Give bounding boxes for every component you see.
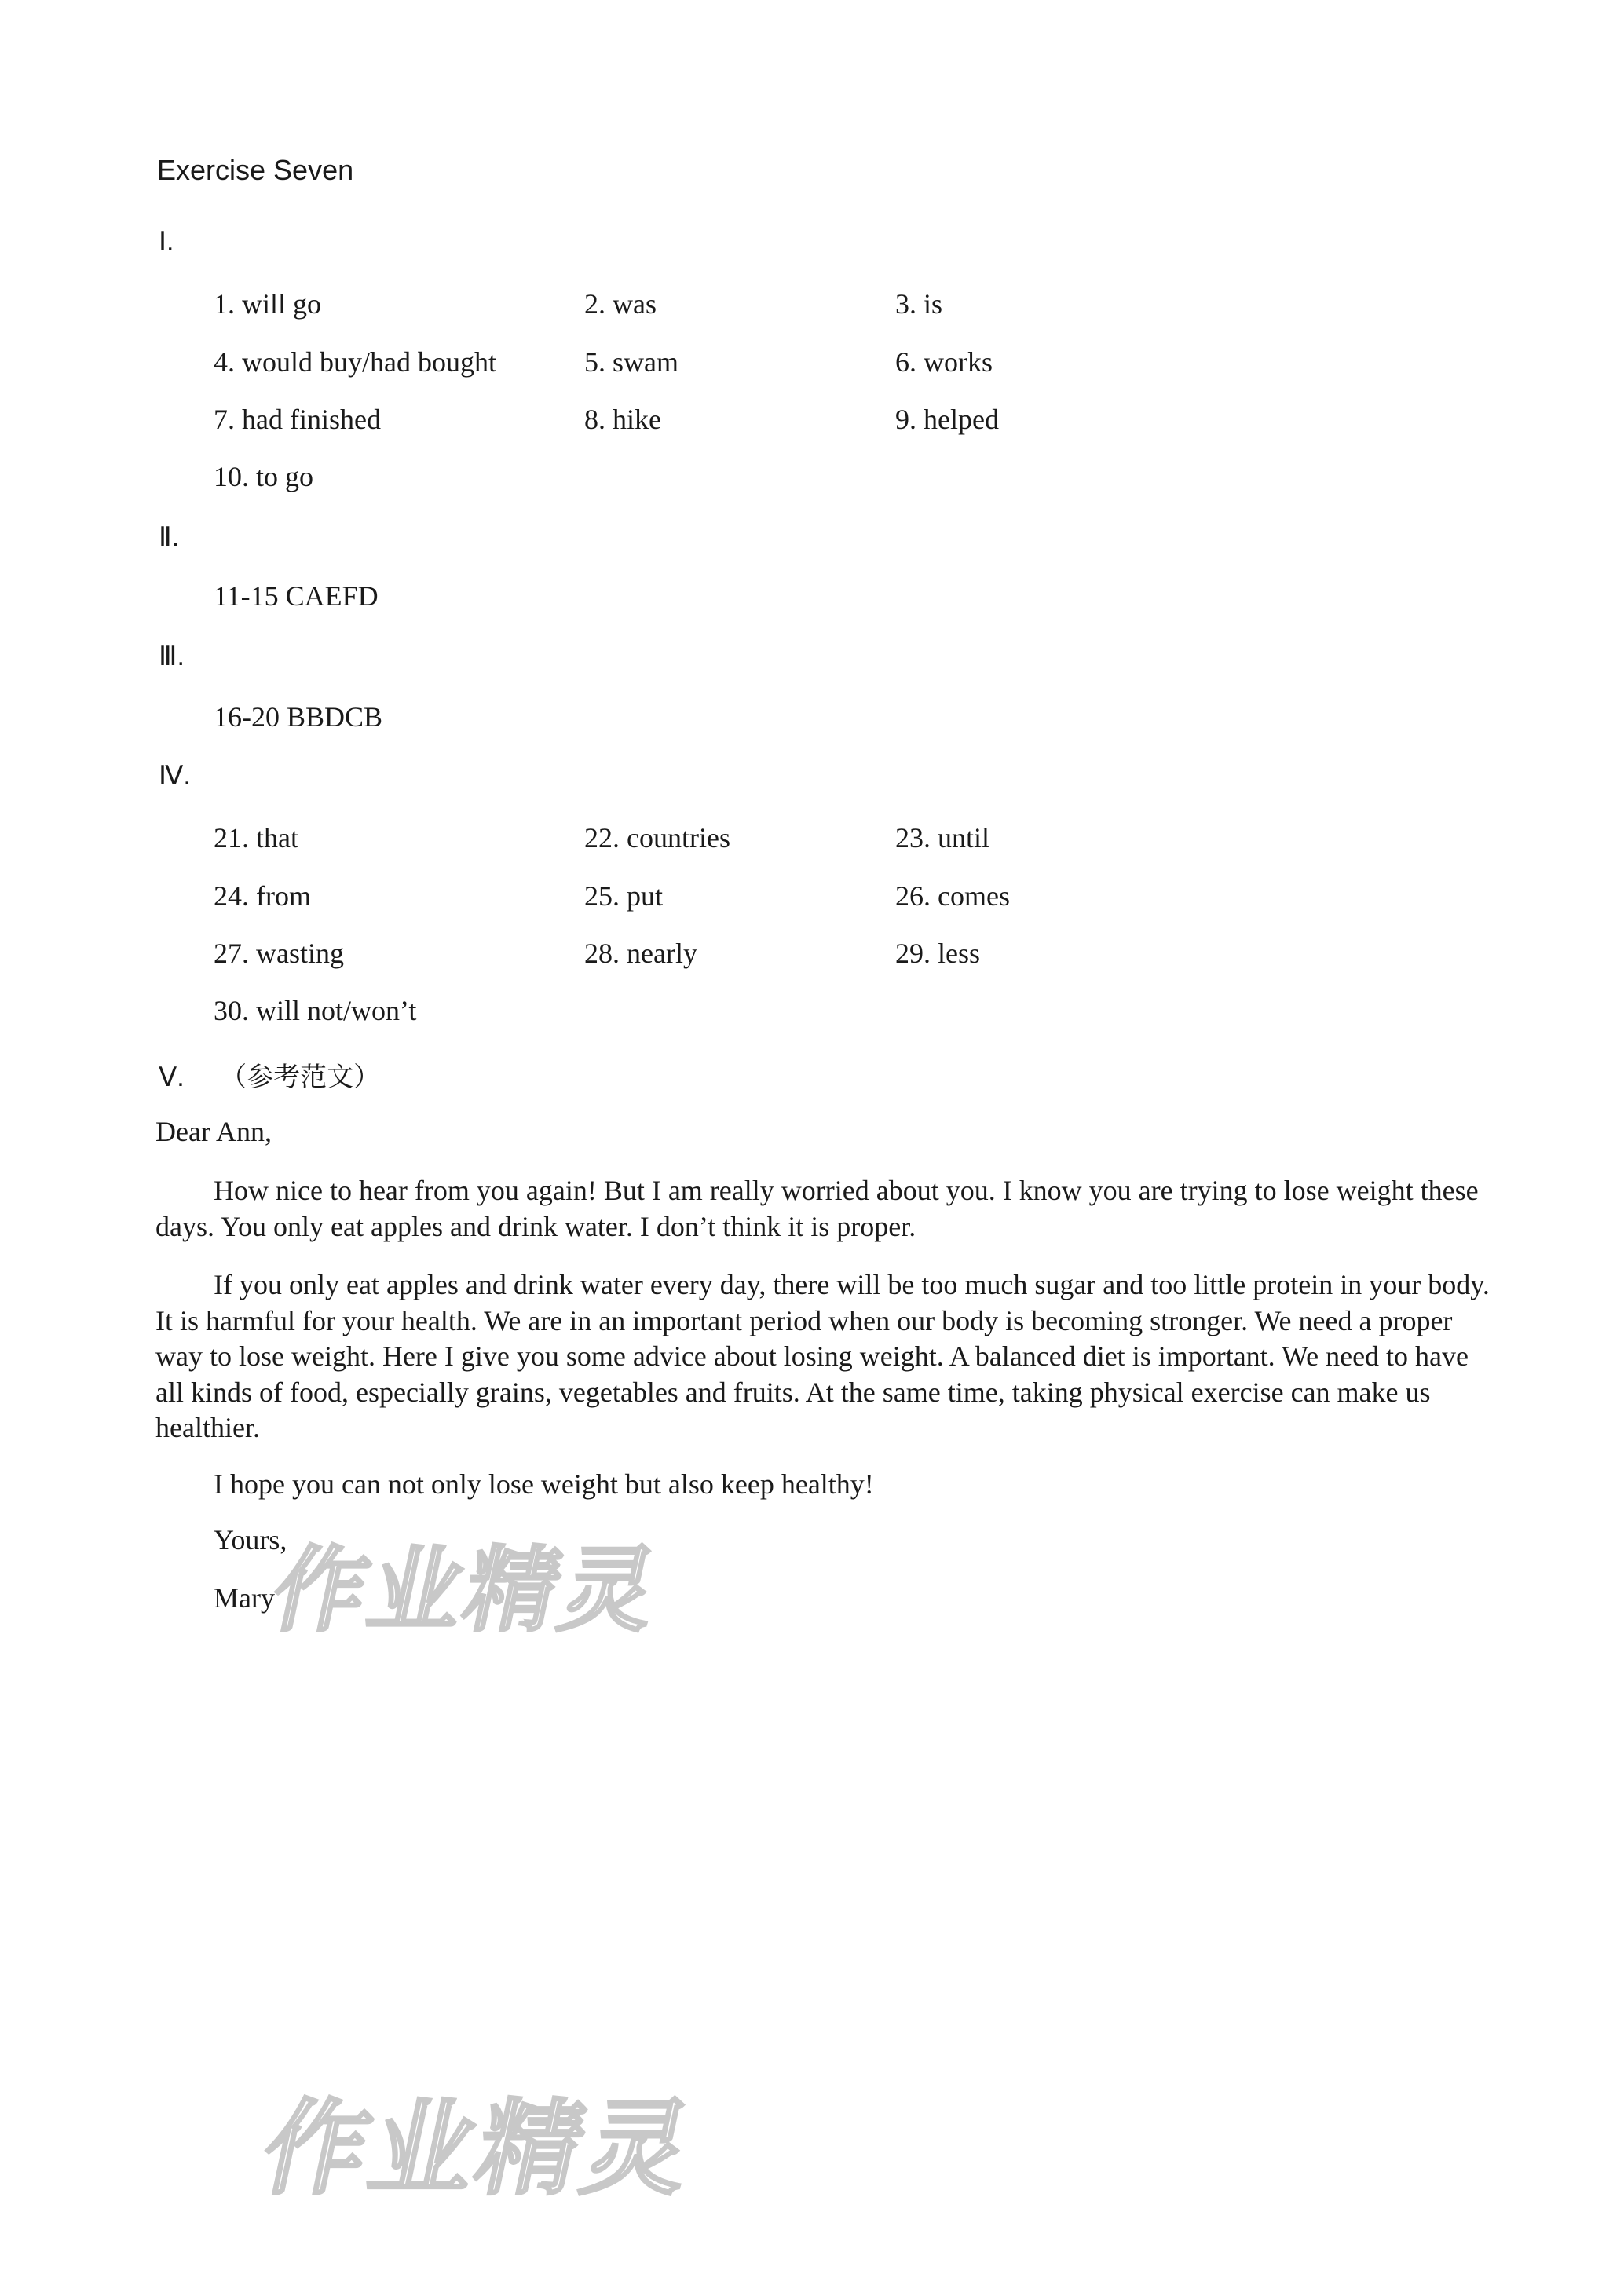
section-3-label: Ⅲ. [159, 642, 185, 671]
section-3-answer: 16-20 BBDCB [214, 701, 383, 733]
section-2-answer: 11-15 CAEFD [214, 580, 379, 612]
section-5-header [159, 1055, 380, 1094]
answer-item: 27. wasting [214, 938, 344, 969]
section-4-label: Ⅳ. [159, 761, 191, 791]
answer-item: 21. that [214, 822, 298, 854]
part1-row [0, 345, 1624, 385]
letter-paragraph: I hope you can not only lose weight but also keep healthy! [214, 1468, 874, 1500]
exercise-title: Exercise Seven [157, 154, 354, 186]
answer-item: 28. nearly [584, 938, 697, 969]
part1-row [0, 287, 1624, 327]
answer-item: 8. hike [584, 404, 661, 435]
answer-item: 6. works [895, 346, 993, 378]
answer-item: 22. countries [584, 822, 730, 854]
answer-item: 30. will not/won’t [214, 995, 417, 1026]
part4-row [0, 879, 1624, 919]
answer-item: 2. was [584, 288, 657, 320]
watermark-logo [262, 1515, 674, 1649]
answer-item: 4. would buy/had bought [214, 346, 496, 378]
answer-item: 10. to go [214, 461, 314, 492]
answer-item: 29. less [895, 938, 980, 969]
part4-row [0, 994, 1624, 1033]
answer-item: 9. helped [895, 404, 999, 435]
letter-paragraph: How nice to hear from you again! But I am really worried about you. I know you are trying to lose weight these days. You only eat apples and drink water. I don’t think it is proper. [155, 1175, 1479, 1242]
part1-row [0, 403, 1624, 442]
answer-item: 5. swam [584, 346, 678, 378]
section-5-label: Ⅴ. [159, 1062, 185, 1092]
answer-item: 23. until [895, 822, 990, 854]
answer-item: 7. had finished [214, 404, 381, 435]
answer-item: 1. will go [214, 288, 322, 320]
answer-item: 26. comes [895, 880, 1010, 912]
part1-row [0, 460, 1624, 499]
part4-row [0, 937, 1624, 976]
section-5-note: （参考范文） [220, 1063, 381, 1092]
letter-paragraph: If you only eat apples and drink water every day, there will be too much sugar and too little protein in your body. It is harmful for your health. We are in an important period when our body is becoming stronger. We need a proper way to lose weight. Here I give you some advice about losing weight. A balanced diet is important. We need to have all kinds of food, especially grains, vegetables and fruits. At the same time, taking physical exercise can make us healthier. [155, 1269, 1490, 1444]
letter-salutation: Dear Ann, [155, 1116, 272, 1147]
letter-signature: Mary [214, 1582, 275, 1614]
answer-item: 24. from [214, 880, 311, 912]
answer-item: 3. is [895, 288, 943, 320]
letter-closing: Yours, [214, 1524, 287, 1556]
answer-item: 25. put [584, 880, 664, 912]
part4-row [0, 821, 1624, 861]
section-2-label: Ⅱ. [159, 522, 180, 552]
watermark-logo [251, 2065, 710, 2214]
watermark-text: 作业精灵 [252, 2089, 705, 2210]
section-1-label: Ⅰ. [159, 227, 174, 257]
watermark-text: 作业精灵 [263, 1536, 670, 1644]
